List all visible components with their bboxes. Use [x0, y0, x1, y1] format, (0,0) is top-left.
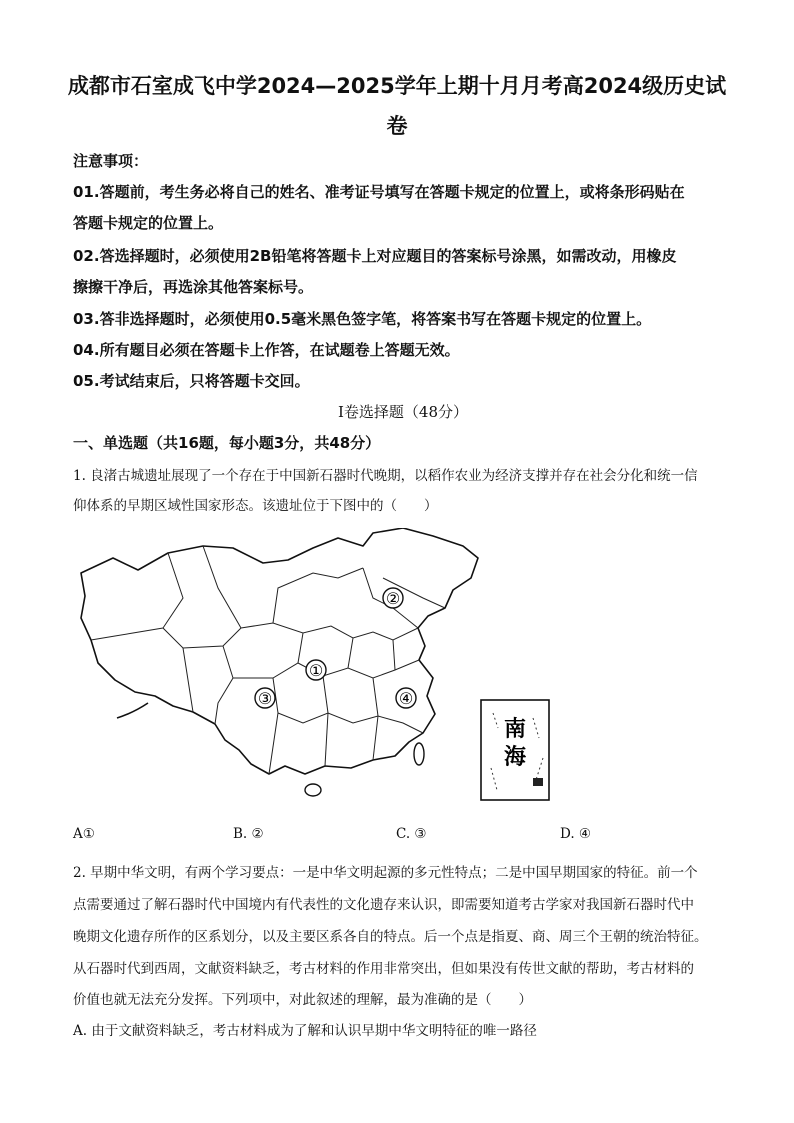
- notice-item: 02.答选择题时，必须使用2B铅笔将答题卡上对应题目的答案标号涂黑，如需改动，用橡皮: [73, 247, 677, 265]
- province-borders: [91, 546, 445, 774]
- question-1-line: 仰体系的早期区域性国家形态。该遗址位于下图中的（ ）: [73, 498, 438, 514]
- notice-item: 擦擦干净后，再选涂其他答案标号。: [73, 278, 314, 296]
- notice-item: 03.答非选择题时，必须使用0.5毫米黑色签字笔，将答案书写在答题卡规定的位置上。: [73, 310, 652, 328]
- exam-title-line-1: 成都市石室成飞中学2024—2025学年上期十月月考高2024级历史试: [67, 74, 727, 98]
- notice-item: 05.考试结束后，只将答题卡交回。: [73, 372, 310, 390]
- question-2-line: 点需要通过了解石器时代中国境内有代表性的文化遗存来认识，即需要知道考古学家对我国新石器时代中: [73, 897, 694, 913]
- notice-item: 04.所有题目必须在答题卡上作答，在试题卷上答题无效。: [73, 341, 460, 359]
- question-1-line: 1. 良渚古城遗址展现了一个存在于中国新石器时代晚期，以稻作农业为经济支撑并存在社会分化和统一信: [73, 468, 698, 484]
- q1-option-c: C. ③: [396, 826, 427, 842]
- section-subtitle: 一、单选题（共16题，每小题3分，共48分）: [73, 434, 381, 452]
- map-marker-1-label: ①: [308, 661, 324, 680]
- question-2-line: 晚期文化遗存所作的区系划分，以及主要区系各自的特点。后一个点是指夏、商、周三个王朝的统治特征。: [73, 929, 708, 945]
- notice-item: 答题卡规定的位置上。: [73, 214, 224, 232]
- hainan-island: [305, 784, 321, 796]
- question-2-line: 2. 早期中华文明，有两个学习要点：一是中华文明起源的多元性特点；二是中国早期国家的特征。前一个: [73, 865, 698, 881]
- section-title: I卷选择题（48分）: [337, 403, 468, 421]
- china-outline: [81, 528, 478, 774]
- notice-item: 01.答题前，考生务必将自己的姓名、准考证号填写在答题卡规定的位置上，或将条形码贴在: [73, 183, 685, 201]
- question-2-line: 价值也就无法充分发挥。下列项中，对此叙述的理解，最为准确的是（ ）: [73, 992, 532, 1008]
- q1-option-d: D. ④: [560, 826, 592, 842]
- taiwan-island: [414, 743, 424, 765]
- question-2-line: 从石器时代到西周，文献资料缺乏，考古材料的作用非常突出，但如果没有传世文献的帮助，考古材料的: [73, 961, 694, 977]
- map-marker-2-label: ②: [385, 589, 401, 608]
- inset-label-sea: 海: [503, 744, 527, 770]
- notice-heading: 注意事项：: [73, 152, 149, 170]
- q2-option-a: A. 由于文献资料缺乏，考古材料成为了解和认识早期中华文明特征的唯一路径: [73, 1023, 537, 1039]
- china-map-figure: [73, 528, 553, 808]
- q1-option-b: B. ②: [233, 826, 264, 842]
- islands: [305, 743, 424, 796]
- map-marker-4-label: ④: [398, 689, 414, 708]
- map-marker-3-label: ③: [257, 689, 273, 708]
- china-map-svg: [73, 528, 553, 808]
- exam-title-line-2: 卷: [386, 114, 408, 138]
- q1-option-a: A①: [73, 826, 95, 842]
- inset-label-south: 南: [503, 716, 527, 742]
